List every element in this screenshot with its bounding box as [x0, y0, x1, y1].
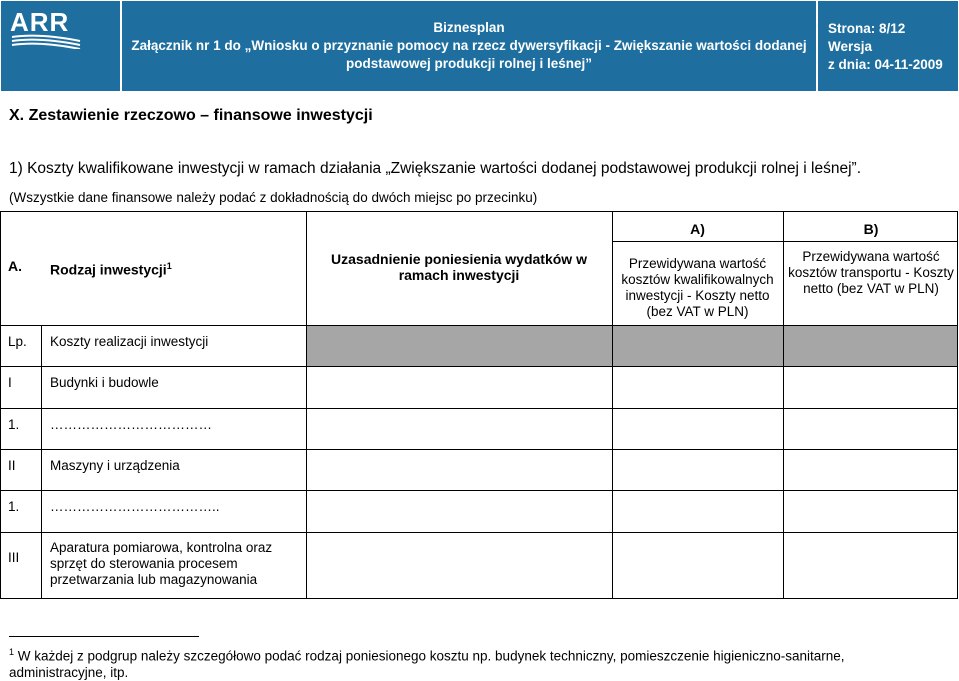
row-label: Aparatura pomiarowa, kontrolna oraz sprzęt do sterowania procesem przetwarzania lub magazynowania	[50, 540, 273, 587]
version-date: z dnia: 04-11-2009	[828, 57, 943, 72]
shaded-row-cell	[306, 325, 958, 366]
column-header-rodzaj-text: Rodzaj inwestycji	[50, 261, 167, 278]
row-lp: Lp.	[8, 334, 27, 349]
row-label: ………………………………..	[50, 499, 220, 514]
footnote-text: W każdej z podgrup należy szczegółowo podać rodzaj poniesionego kosztu np. budynek techniczny, pomieszczenie higieniczno-sanitarne, administracyjne, itp.	[9, 648, 845, 680]
footnote-ref: 1	[166, 261, 172, 271]
footnote-separator	[9, 636, 199, 637]
column-header-rodzaj	[50, 258, 172, 278]
column-header-uzasadnienie: Uzasadnienie poniesienia wydatków w ramach inwestycji	[331, 251, 587, 283]
row-label: ………………………………	[50, 417, 212, 432]
group-header-b: B)	[863, 221, 879, 237]
section-title: X. Zestawienie rzeczowo – finansowe inwestycji	[9, 107, 373, 124]
logo-text: ARR	[10, 7, 70, 37]
group-header-a: A)	[690, 221, 705, 237]
row-label: Budynki i budowle	[50, 375, 159, 390]
header-title-line-1: Biznesplan	[433, 20, 505, 35]
intro-line: 1) Koszty kwalifikowane inwestycji w ramach działania „Zwiększanie wartości dodanej podstawowej produkcji rolnej i leśnej”.	[9, 160, 862, 177]
row-lp: 1.	[8, 417, 20, 432]
row-lp: I	[8, 375, 12, 390]
column-header-koszty-transportu: Przewidywana wartość kosztów transportu - Koszty netto (bez VAT w PLN)	[788, 249, 954, 296]
column-letter-a: A.	[8, 258, 22, 274]
precision-note: (Wszystkie dane finansowe należy podać z dokładnością do dwóch miejsc po przecinku)	[9, 190, 538, 205]
header-title-line-2: Załącznik nr 1 do „Wniosku o przyznanie pomocy na rzecz dywersyfikacji - Zwiększanie wartości dodanej	[131, 38, 807, 53]
row-label: Koszty realizacji inwestycji	[50, 334, 209, 349]
footnote-number: 1	[9, 647, 15, 657]
row-lp: 1.	[8, 499, 20, 514]
header-title-line-3: podstawowej produkcji rolnej i leśnej”	[345, 56, 593, 71]
row-lp: II	[8, 458, 16, 473]
footnote	[9, 644, 909, 681]
page-number: Strona: 8/12	[828, 21, 906, 36]
row-label: Maszyny i urządzenia	[50, 458, 180, 473]
version-label: Wersja	[828, 39, 873, 54]
row-lp: III	[8, 550, 20, 565]
column-header-koszty-kwalifikowalne: Przewidywana wartość kosztów kwalifikowalnych inwestycji - Koszty netto (bez VAT w PLN)	[621, 256, 774, 319]
